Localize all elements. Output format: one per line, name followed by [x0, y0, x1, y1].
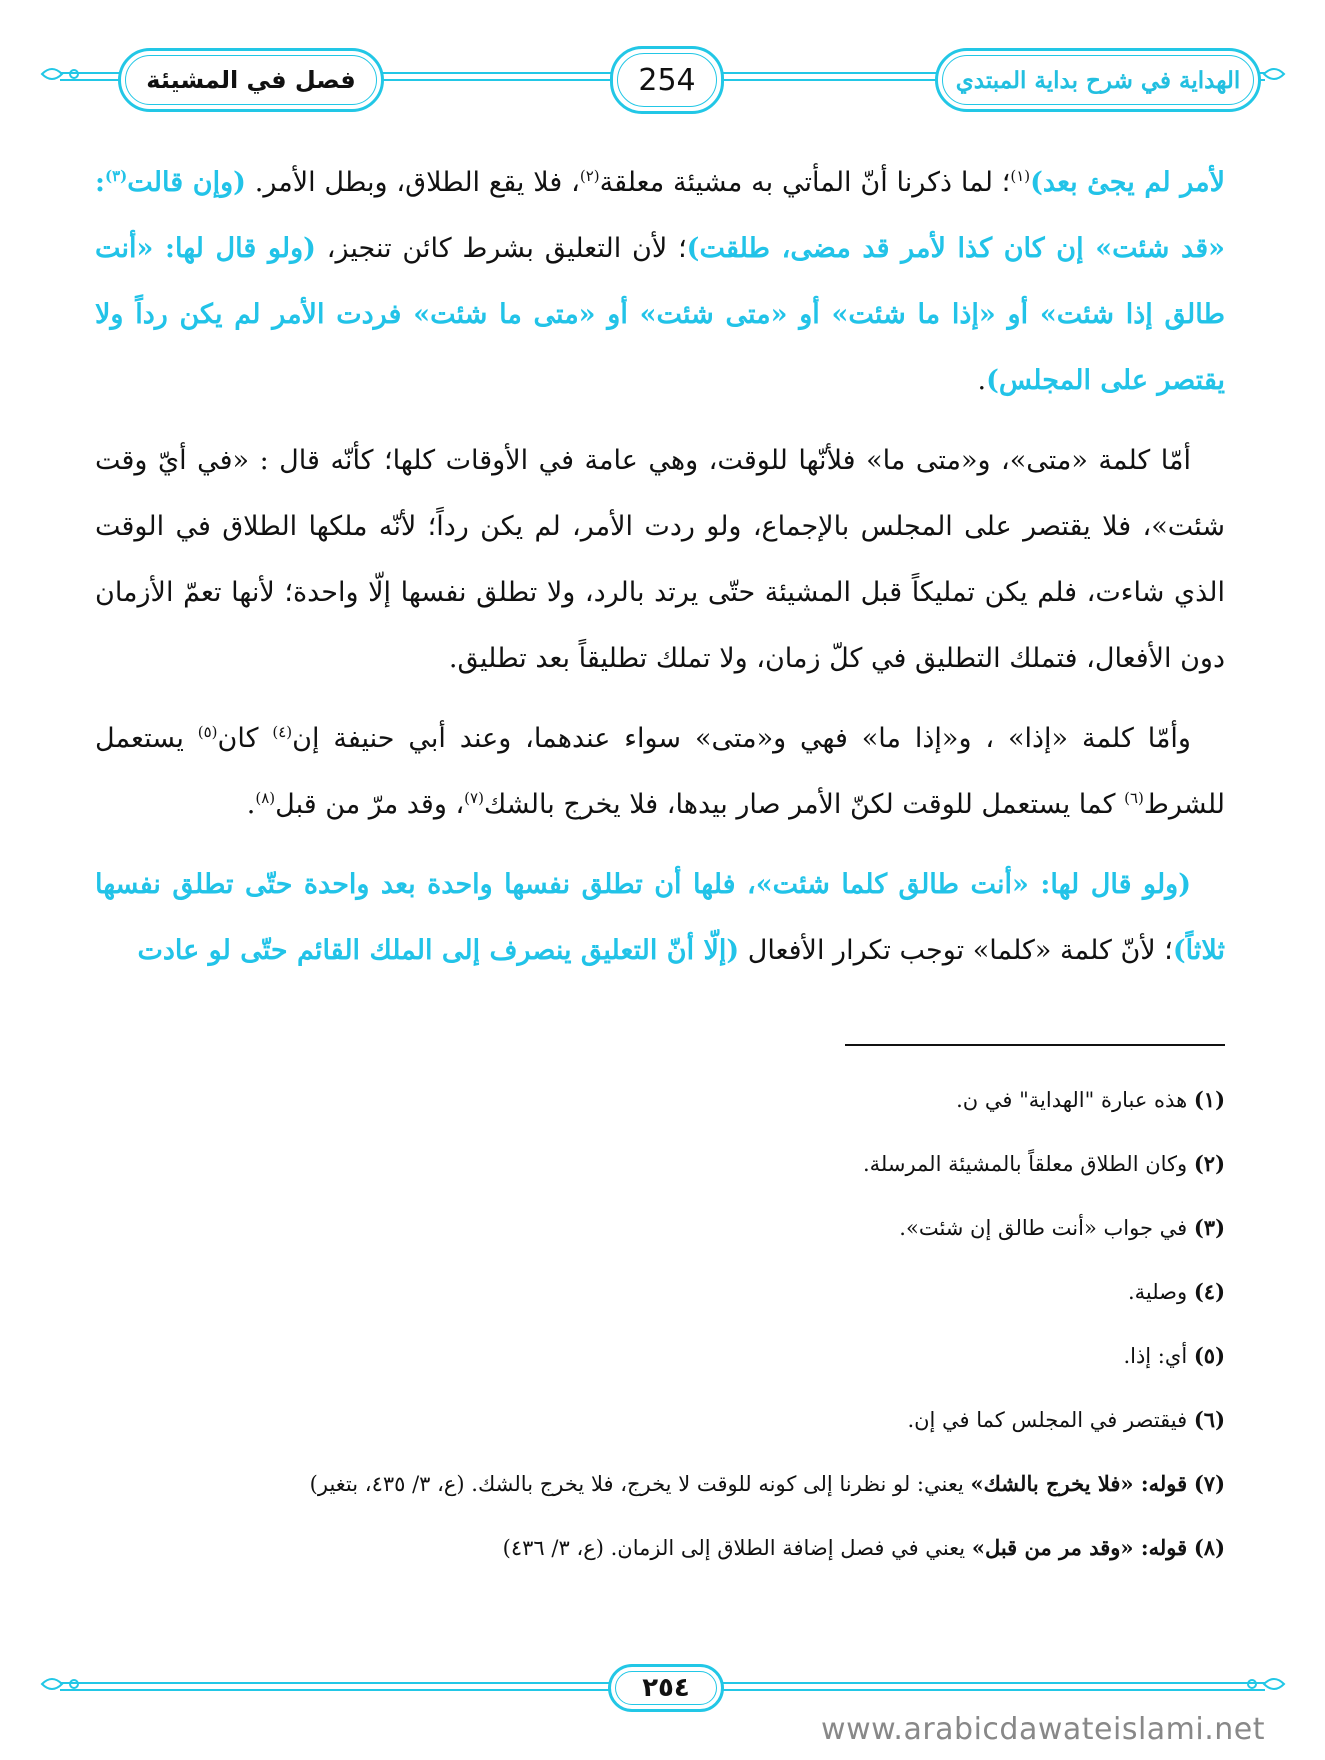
matn-text: (ولو قال لها: «أنت طالق إذا شئت» أو «إذا ما شئت» أو «متى شئت» أو «متى ما شئت» فردت الأمر لم يكن رداً ولا يقتصر على المجلس)	[95, 233, 1225, 396]
sharh-text: .	[246, 789, 256, 820]
footnote-ref: (٣)	[104, 167, 128, 185]
footnote-ref: (٨)	[255, 789, 276, 807]
sharh-text: وأمّا كلمة «إذا» ، و«إذا ما» فهي و«متى» سواء عندهما، وعند أبي حنيفة إن	[292, 723, 1191, 754]
footnote-ref: (٤)	[272, 723, 293, 741]
sharh-text: ؛ لما ذكرنا أنّ المأتي به مشيئة معلقة	[599, 167, 1011, 198]
matn-text: (وإن قالت	[127, 167, 246, 198]
footnote-8: (٨) قوله: «وقد مر من قبل» يعني في فصل إضافة الطلاق إلى الزمان. (ع، ٣/ ٤٣٦)	[502, 1535, 1225, 1560]
footnote-4: (٤) وصلية.	[1127, 1279, 1225, 1304]
sharh-text: ، وقد مرّ من قبل	[275, 789, 465, 820]
book-title: الهداية في شرح بداية المبتدي	[955, 66, 1241, 94]
footnote-6: (٦) فيقتصر في المجلس كما في إن.	[907, 1407, 1225, 1432]
paragraph-3	[95, 706, 1225, 838]
bottom-page-number-box	[608, 1664, 724, 1712]
sharh-text: ، فلا يقع الطلاق، وبطل الأمر.	[245, 167, 580, 198]
matn-text: (إلّا أنّ التعليق ينصرف إلى الملك القائم حتّى لو عادت	[137, 935, 740, 966]
right-ornament-icon	[1240, 1674, 1286, 1694]
matn-text: (ولو قال لها: «أنت طالق كلما شئت»، فلها أن تطلق نفسها واحدة بعد واحدة حتّى تطلق نفسها ثلاثاً)	[95, 869, 1225, 966]
footnote-ref: (٧)	[464, 789, 484, 807]
left-ornament-icon	[40, 64, 86, 84]
website-url[interactable]: www.arabicdawateislami.net	[821, 1712, 1265, 1747]
paragraph-1	[95, 150, 1225, 414]
footnote-ref: (١)	[1010, 167, 1031, 185]
footnote-5: (٥) أي: إذا.	[1123, 1343, 1225, 1368]
page-number: 254	[638, 62, 696, 98]
chapter-title: فصل في المشيئة	[146, 66, 356, 94]
footnote-ref: (٥)	[197, 723, 218, 741]
paragraph-4	[95, 852, 1225, 984]
left-ornament-icon	[40, 1674, 86, 1694]
paragraph-2: أمّا كلمة «متى»، و«متى ما» فلأنّها للوقت، وهي عامة في الأوقات كلها؛ كأنّه قال : «في أيّ وقت شئت»، فلا يقتصر على المجلس بالإجماع، ولو ردت الأمر، لم يكن رداً؛ لأنّه ملكها الطلاق في الوقت الذي شاءت، فلم يكن تمليكاً قبل المشيئة حتّى يرتد بالرد، ولا تطلق نفسها إلّا واحدة؛ لأنها تعمّ الأزمان دون الأفعال، فتملك التطليق في كلّ زمان، ولا تملك تطليقاً بعد تطليق.	[95, 445, 1225, 674]
sharh-text: .	[977, 365, 987, 396]
footnote-7: (٧) قوله: «فلا يخرج بالشك» يعني: لو نظرنا إلى كونه للوقت لا يخرج، فلا يخرج بالشك. (ع، ٣/ ٤٣٥، بتغير)	[309, 1471, 1225, 1496]
footnote-separator	[845, 1044, 1225, 1046]
footnote-ref: (٢)	[579, 167, 600, 185]
sharh-text: ؛ لأن التعليق بشرط كائن تنجيز،	[315, 233, 687, 264]
footnote-1: (١) هذه عبارة "الهداية" في ن.	[956, 1087, 1225, 1112]
matn-text: لأمر لم يجئ بعد)	[1030, 167, 1225, 198]
chapter-title-box	[118, 48, 384, 112]
page-number-box	[610, 46, 724, 114]
footnote-ref: (٦)	[1124, 789, 1144, 807]
sharh-text: ؛ لأنّ كلمة «كلما» توجب تكرار الأفعال	[739, 935, 1173, 966]
main-text	[95, 150, 1225, 998]
sharh-text: كان	[217, 723, 273, 754]
footnotes-list	[95, 1068, 1225, 1580]
book-title-box	[935, 48, 1261, 112]
footnote-3: (٣) في جواب «أنت طالق إن شئت».	[899, 1215, 1225, 1240]
footnote-2: (٢) وكان الطلاق معلقاً بالمشيئة المرسلة.	[862, 1151, 1225, 1176]
sharh-text: يستعمل للشرط	[95, 723, 1225, 820]
matn-text: : «قد شئت» إن كان كذا لأمر قد مضى، طلقت)	[95, 167, 1225, 264]
bottom-page-number: ٢٥٤	[642, 1673, 690, 1703]
sharh-text: كما يستعمل للوقت لكنّ الأمر صار بيدها، فلا يخرج بالشك	[483, 789, 1125, 820]
